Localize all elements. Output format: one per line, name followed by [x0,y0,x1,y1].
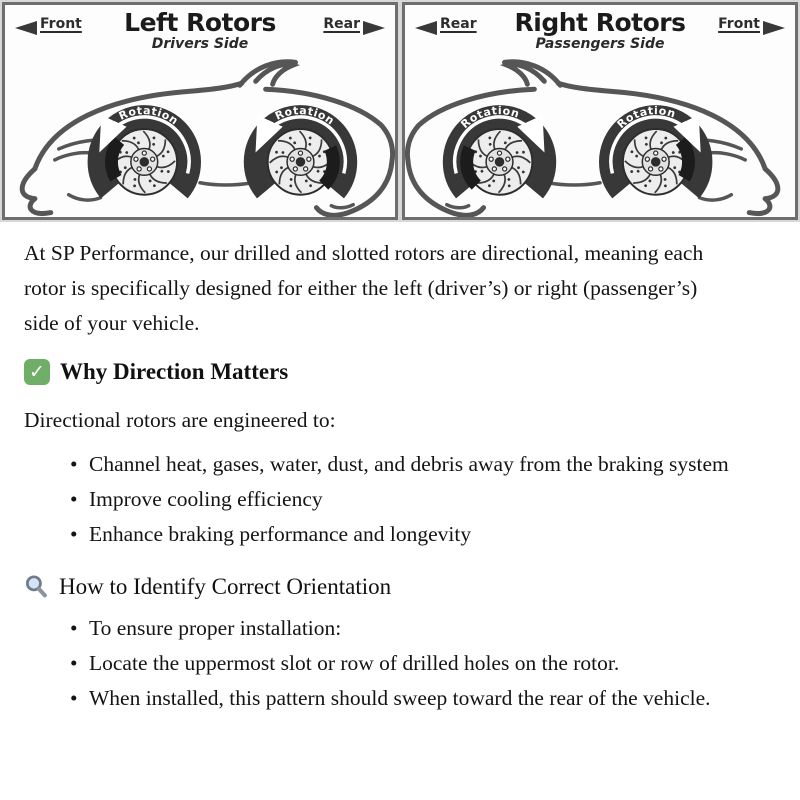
why-direction-heading: Why Direction Matters [60,359,289,384]
arrow-right-icon [763,21,785,35]
front-label: Front [40,16,82,32]
arrow-left-icon [15,21,37,35]
how-bullet-list [24,611,736,716]
article [0,222,760,716]
rear-direction-indicator [323,13,385,35]
front-direction-indicator [15,13,82,35]
front-rotation-label: Rotation [116,104,181,128]
right-rotors-panel [402,2,798,220]
magnifying-glass-icon [24,574,49,599]
how-identify-heading: How to Identify Correct Orientation [59,574,392,599]
rear-rotation-label: Rotation [273,104,338,128]
list-item: • Improve cooling efficiency [70,482,736,517]
intro-paragraph: At SP Performance, our drilled and slotted rotors are directional, meaning each rotor is specifically designed for either the left (driver’s) or right (passenger’s) side of your vehicle. [24,241,704,335]
front-direction-indicator [718,13,785,35]
panel-subtitle: Passengers Side [535,36,665,52]
why-bullet-list [24,447,736,552]
list-item: • To ensure proper installation: [70,611,736,646]
front-label: Front [718,16,760,32]
how-identify-heading-row [24,571,736,602]
list-item: • Locate the uppermost slot or row of drilled holes on the rotor. [70,646,736,681]
rear-rotor [268,129,334,195]
right-panel-header [405,5,795,57]
list-item: • Channel heat, gases, water, dust, and debris away from the braking system [70,447,736,482]
arrow-left-icon [415,21,437,35]
why-direction-heading-row [24,356,736,387]
rear-direction-indicator [415,13,477,35]
front-rotation-label: Rotation [614,104,678,132]
check-mark-icon: ✓ [24,359,50,385]
right-car-illustration [405,57,795,219]
list-item: • When installed, this pattern should sweep toward the rear of the vehicle. [70,681,736,716]
rear-label: Rear [440,16,477,32]
left-car-illustration [5,57,395,219]
left-rotors-panel [2,2,398,220]
panel-subtitle: Drivers Side [151,36,249,52]
rear-label: Rear [323,16,360,32]
list-item: • Enhance braking performance and longevity [70,517,736,552]
rotor-direction-diagram [0,0,800,222]
left-panel-header [5,5,395,57]
rear-rotation-label: Rotation [458,104,522,132]
panel-title: Left Rotors [124,8,276,37]
panel-title: Right Rotors [514,8,686,37]
front-rotor [111,129,177,195]
arrow-right-icon [363,21,385,35]
engineered-lead: Directional rotors are engineered to: [24,408,336,432]
